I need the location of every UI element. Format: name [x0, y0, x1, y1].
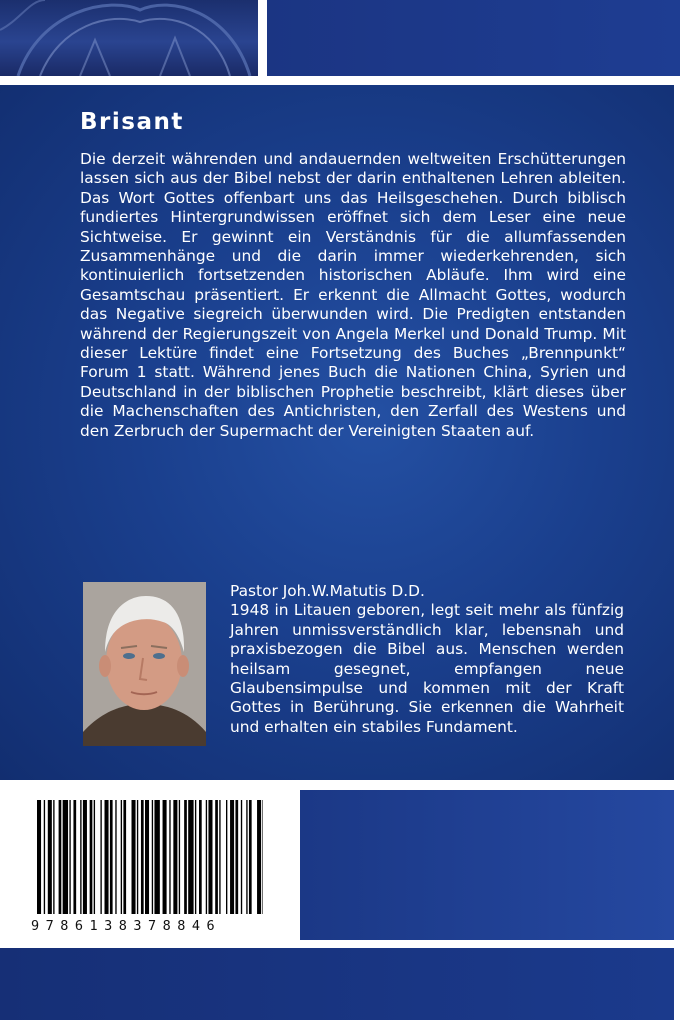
- barcode-bar: [188, 800, 193, 914]
- barcode-bar: [83, 800, 87, 914]
- barcode-bar: [137, 800, 138, 914]
- barcode-bar: [73, 800, 76, 914]
- author-bio-text: 1948 in Litauen geboren, legt seit mehr als fünfzig Jahren unmissverständlich klar, lebensnah und praxisbezogen die Bibel aus. Menschen werden heilsam gesegnet, empfangen neue Glaubensimpulse und kommen mit der Kraft Gottes in Berührung. Sie erkennen die Wahrheit und erhalten ein stabiles Fundament.: [230, 601, 624, 736]
- cover-top-image: [0, 0, 258, 76]
- barcode-bar: [257, 800, 261, 914]
- barcode-bar: [262, 800, 263, 914]
- barcode-bar: [241, 800, 242, 914]
- author-name: Pastor Joh.W.Matutis D.D.: [230, 582, 425, 600]
- barcode-bar: [152, 800, 153, 914]
- barcode-bar: [163, 800, 167, 914]
- barcode-bar: [63, 800, 68, 914]
- barcode-bar: [37, 800, 41, 914]
- barcode-bar: [115, 800, 116, 914]
- barcode-bar: [94, 800, 95, 914]
- barcode-bar: [100, 800, 101, 914]
- barcode-bar: [235, 800, 238, 914]
- barcode-bar: [59, 800, 62, 914]
- barcode-bar: [48, 800, 52, 914]
- barcode-bar: [80, 800, 81, 914]
- barcode-bar: [53, 800, 54, 914]
- barcode-bar: [179, 800, 180, 914]
- barcode-bars: [37, 800, 263, 914]
- author-bio: [230, 582, 624, 737]
- barcode: [0, 780, 298, 940]
- barcode-bar: [105, 800, 109, 914]
- barcode-bar: [145, 800, 149, 914]
- decorative-bottom-band: [0, 948, 674, 1020]
- barcode-bar: [44, 800, 45, 914]
- isbn-number: 9786138378846: [31, 918, 222, 934]
- barcode-bar: [169, 800, 170, 914]
- barcode-bar: [69, 800, 70, 914]
- barcode-bar: [90, 800, 93, 914]
- author-photo: [83, 582, 206, 746]
- barcode-bar: [121, 800, 122, 914]
- barcode-bar: [123, 800, 126, 914]
- barcode-bar: [184, 800, 187, 914]
- barcode-bar: [219, 800, 220, 914]
- barcode-bar: [249, 800, 252, 914]
- barcode-bar: [110, 800, 113, 914]
- barcode-bar: [230, 800, 234, 914]
- barcode-bar: [199, 800, 202, 914]
- barcode-bar: [195, 800, 196, 914]
- barcode-bar: [246, 800, 247, 914]
- back-cover-panel: [0, 85, 674, 780]
- barcode-bar: [141, 800, 144, 914]
- book-description: Die derzeit währenden und andauernden weltweiten Erschütterungen lassen sich aus der Bibel nebst der darin enthaltenen Lehren ableiten. Das Wort Gottes offenbart uns das Heilsgeschehen. Durch biblisch fundiertes Hintergrundwissen eröffnet sich dem Leser eine neue Sichtweise. Er gewinnt ein Verständnis für die allumfassenden Zusammenhänge und die darin immer wiederkehrenden, sich kontinuierlich fortsetzenden historischen Abläufe. Ihm wird eine Gesamtschau präsentiert. Er erkennt die Allmacht Gottes, wodurch das Negative siegreich überwunden wird. Die Predigten entstanden während der Regierungszeit von Angela Merkel und Donald Trump. Mit dieser Lektüre findet eine Fortsetzung des Buches „Brennpunkt“ Forum 1 statt. Während jenes Buch die Nationen China, Syrien und Deutschland in der biblischen Prophetie beschreibt, klärt dieses über die Machenschaften des Antichristen, den Zerfall des Westens und den Zerbruch der Supermacht der Vereinigten Staaten auf.: [80, 150, 626, 440]
- barcode-bar: [208, 800, 212, 914]
- barcode-bar: [226, 800, 227, 914]
- book-title: Brisant: [80, 109, 184, 135]
- barcode-bar: [132, 800, 136, 914]
- cover-top-band: [267, 0, 680, 76]
- decorative-blue-block: [300, 790, 674, 940]
- barcode-bar: [173, 800, 177, 914]
- barcode-bar: [206, 800, 207, 914]
- barcode-bar: [154, 800, 159, 914]
- barcode-bar: [215, 800, 218, 914]
